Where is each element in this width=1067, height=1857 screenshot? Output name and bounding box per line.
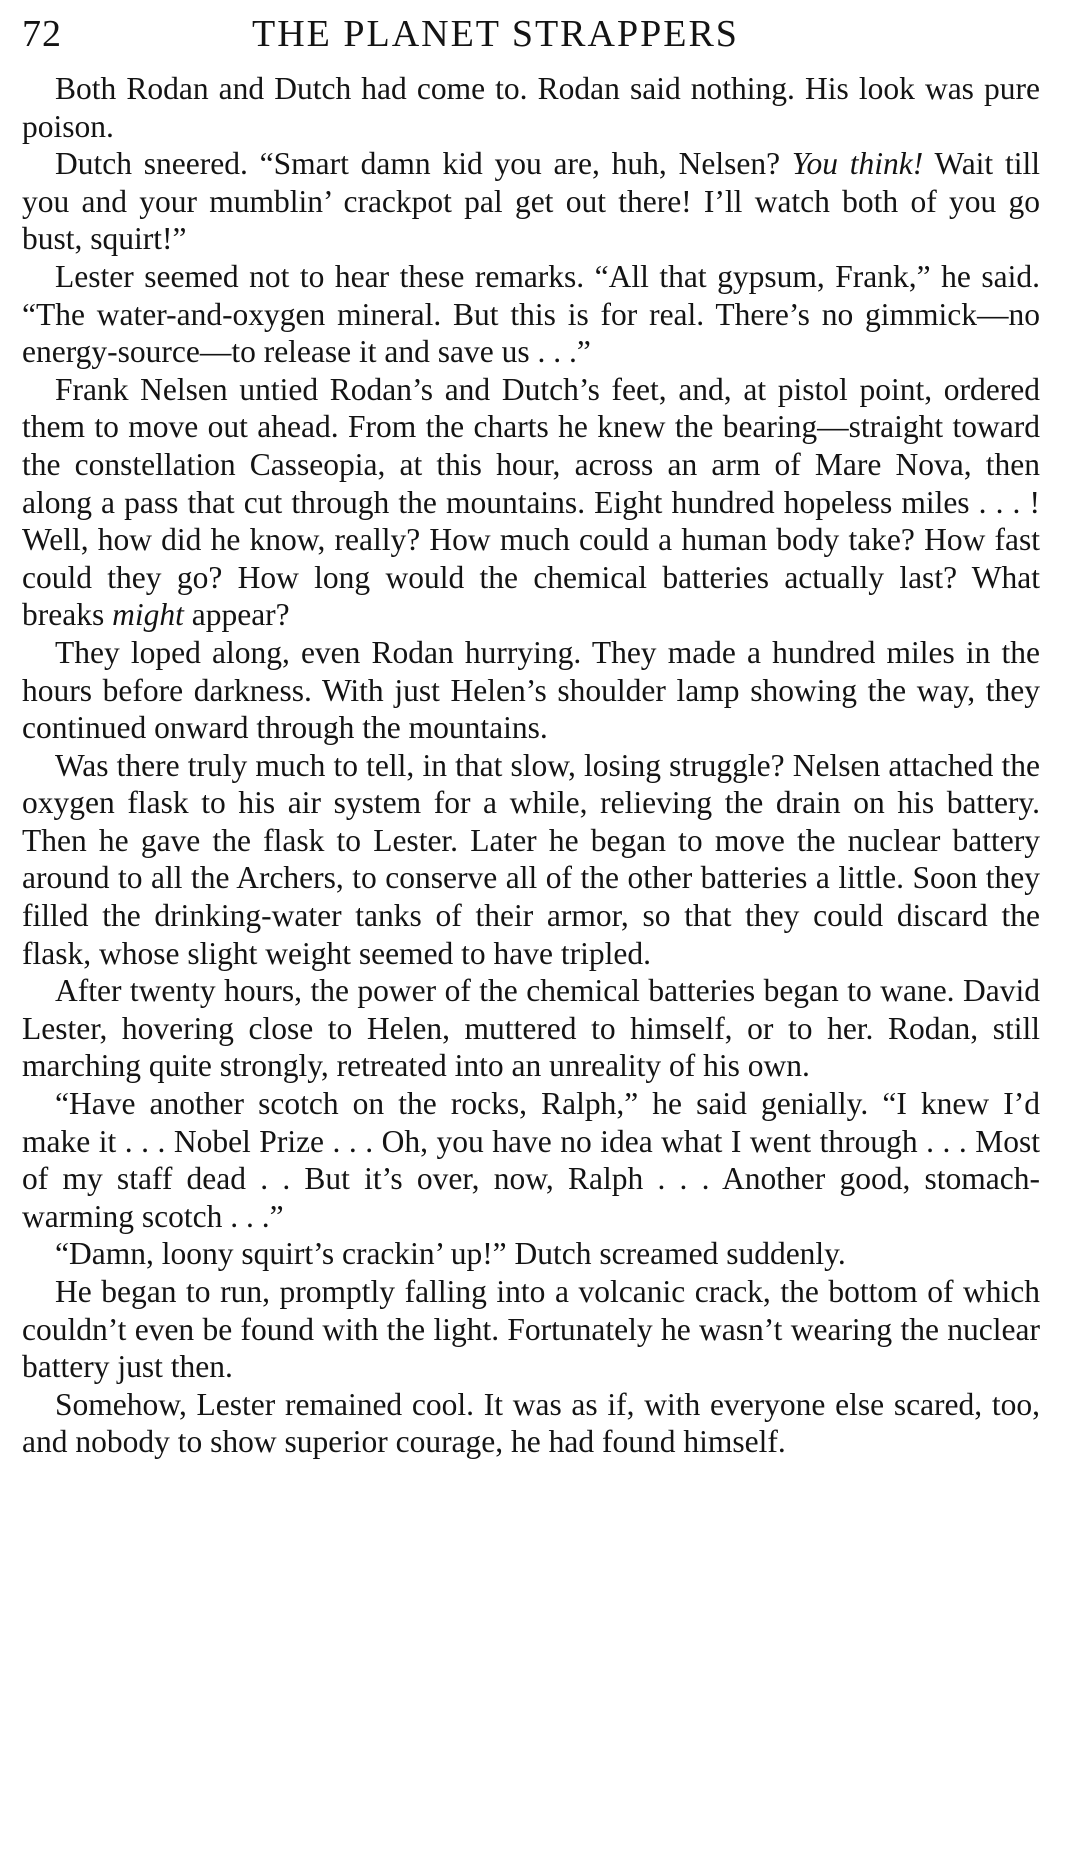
paragraph-9 [22, 1235, 1040, 1273]
book-title: THE PLANET STRAPPERS [252, 13, 739, 55]
paragraph-text: They loped along, even Rodan hurrying. They made a hundred miles in the hours before darkness. With just Helen’s shoulder lamp showing the way, they continued onward through the mountains. [22, 634, 1040, 746]
paragraph-text: Both Rodan and Dutch had come to. Rodan said nothing. His look was pure poison. [22, 71, 1040, 144]
paragraph-text: Was there truly much to tell, in that slow, losing struggle? Nelsen attached the oxygen flask to his air system for a while, relieving the drain on his battery. Then he gave the flask to Lester. Later he began to move the nuclear battery around to all the Archers, to conserve all of the other batteries a little. Soon they filled the drinking-water tanks of their armor, so that they could discard the flask, whose slight weight seemed to have tripled. [22, 747, 1040, 971]
emphasis-text: You think! [791, 146, 924, 182]
running-head [22, 12, 1040, 62]
paragraph-text: Frank Nelsen untied Rodan’s and Dutch’s feet, and, at pistol point, ordered them to move out ahead. From the charts he knew the bearing—straight toward the constellation Casseopia, at this hour, across an arm of Mare Nova, then along a pass that cut through the mountains. Eight hundred hopeless miles . . . ! Well, how did he know, really? How much could a human body take? How fast could they go? How long would the chemical batteries actually last? What breaks [22, 371, 1040, 633]
paragraph-11 [22, 1386, 1040, 1461]
paragraph-text: He began to run, promptly falling into a volcanic crack, the bottom of which couldn’t even be found with the light. Fortunately he wasn’t wearing the nuclear battery just then. [22, 1274, 1040, 1385]
paragraph-7 [22, 972, 1040, 1085]
paragraph-text: Somehow, Lester remained cool. It was as if, with everyone else scared, too, and nobody to show superior courage, he had found himself. [22, 1386, 1040, 1460]
paragraph-2 [22, 145, 1040, 258]
paragraph-10 [22, 1273, 1040, 1386]
paragraph-3 [22, 258, 1040, 371]
paragraph-text: Dutch sneered. “Smart damn kid you are, huh, Nelsen? [55, 146, 792, 182]
body-text [22, 70, 1040, 1461]
paragraph-1 [22, 70, 1040, 145]
paragraph-text: Wait till you and your mumblin’ crackpot pal get out there! I’ll watch both of you go bust, squirt!” [22, 146, 1040, 257]
paragraph-text: appear? [183, 597, 290, 633]
page-number: 72 [22, 13, 62, 55]
paragraph-text: “Damn, loony squirt’s crackin’ up!” Dutch screamed suddenly. [55, 1236, 846, 1272]
emphasis-text: might [112, 597, 184, 633]
paragraph-8 [22, 1085, 1040, 1235]
paragraph-text: Lester seemed not to hear these remarks. “All that gypsum, Frank,” he said. “The water-and-oxygen mineral. But this is for real. There’s no gimmick—no energy-source—to release it and save us . . .” [22, 258, 1040, 370]
paragraph-4 [22, 371, 1040, 634]
paragraph-text: After twenty hours, the power of the chemical batteries began to wane. David Lester, hovering close to Helen, muttered to himself, or to her. Rodan, still marching quite strongly, retreated into an unreality of his own. [22, 973, 1040, 1084]
book-page [22, 12, 1040, 1461]
paragraph-text: “Have another scotch on the rocks, Ralph,” he said genially. “I knew I’d make it . . . Nobel Prize . . . Oh, you have no idea what I went through . . . Most of my staff dead . . But it’s over, now, Ralph . . . Another good, stomach-warming scotch . . .” [22, 1086, 1040, 1234]
paragraph-5 [22, 634, 1040, 747]
paragraph-6 [22, 747, 1040, 973]
